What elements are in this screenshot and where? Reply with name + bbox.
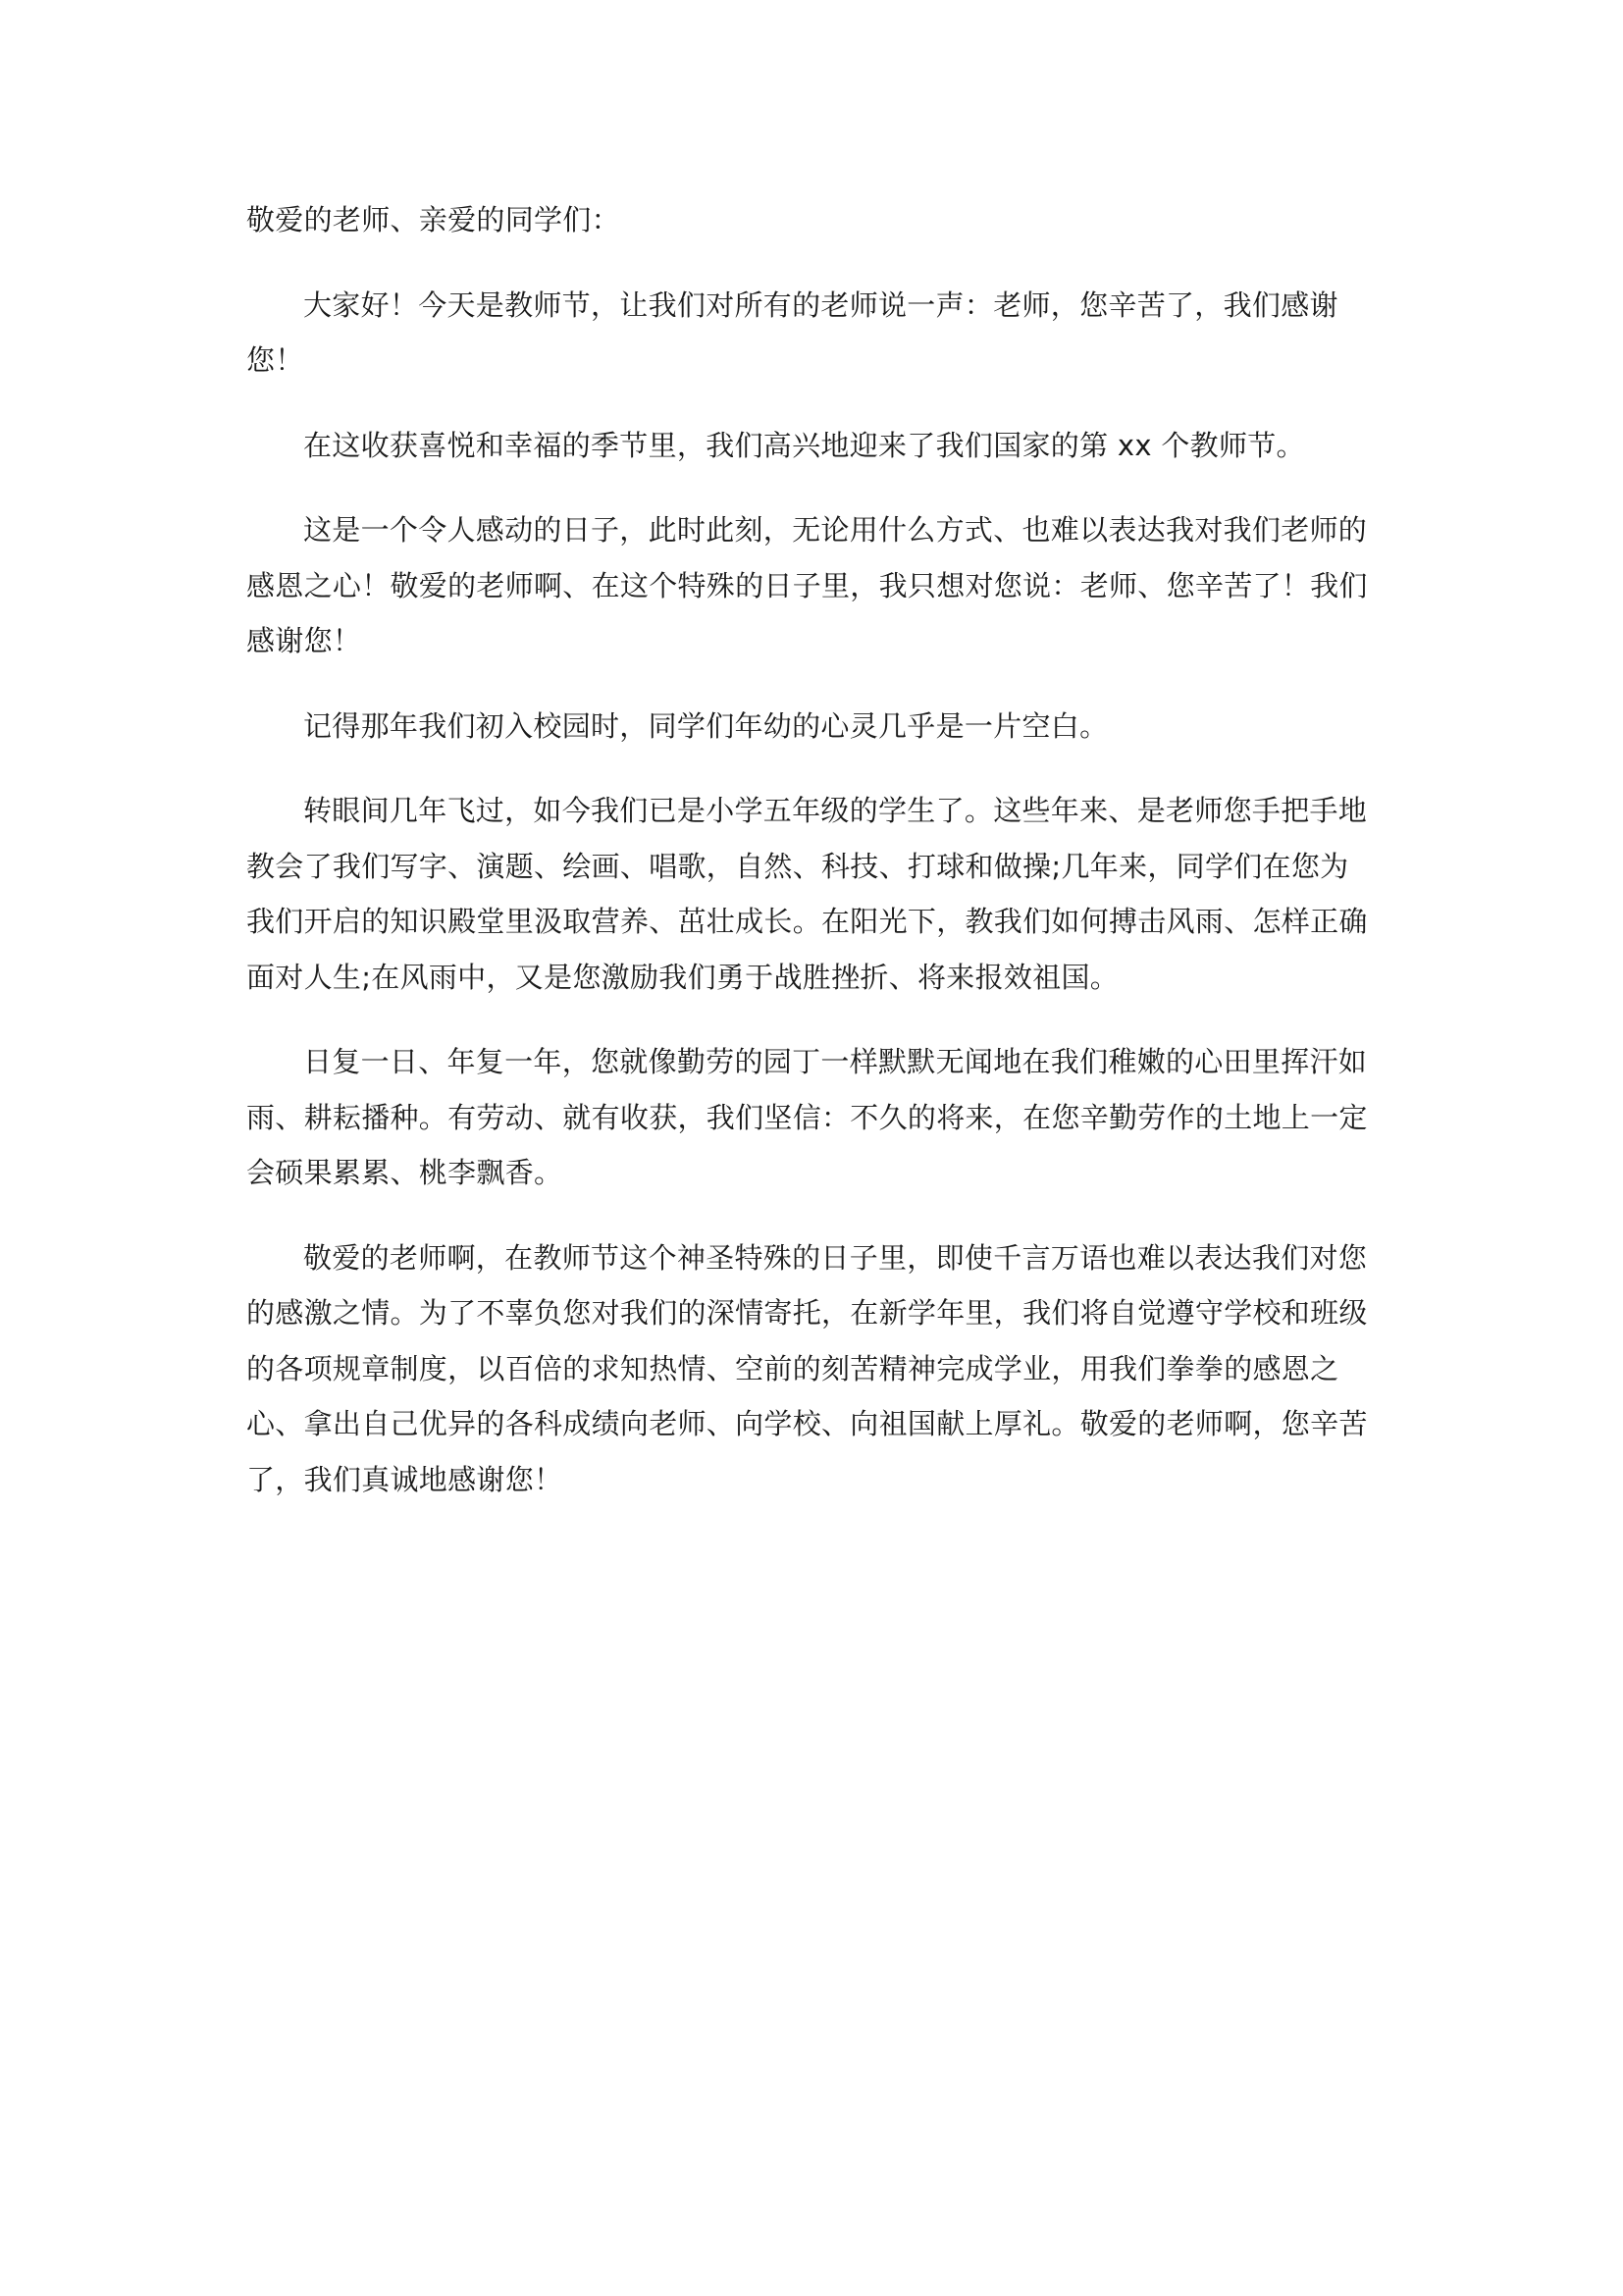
salutation: 敬爱的老师、亲爱的同学们： [246, 203, 620, 236]
speech-body [246, 192, 1375, 1537]
paragraph: 日复一日、年复一年，您就像勤劳的园丁一样默默无闻地在我们稚嫩的心田里挥汗如雨、耕耘播种。有劳动、就有收获，我们坚信：不久的将来，在您辛勤劳作的土地上一定会硕果累累、桃李飘香。 [246, 1045, 1368, 1189]
paragraph: 敬爱的老师啊，在教师节这个神圣特殊的日子里，即使千言万语也难以表达我们对您的感激之情。为了不辜负您对我们的深情寄托，在新学年里，我们将自觉遵守学校和班级的各项规章制度，以百倍的求知热情、空前的刻苦精神完成学业，用我们拳拳的感恩之心、拿出自己优异的各科成绩向老师、向学校、向祖国献上厚礼。敬爱的老师啊，您辛苦了，我们真诚地感谢您！ [246, 1240, 1368, 1496]
paragraph: 记得那年我们初入校园时，同学们年幼的心灵几乎是一片空白。 [303, 708, 1109, 743]
paragraph: 这是一个令人感动的日子，此时此刻，无论用什么方式、也难以表达我对我们老师的感恩之心！敬爱的老师啊、在这个特殊的日子里，我只想对您说：老师、您辛苦了！我们感谢您！ [246, 513, 1368, 657]
paragraph: 在这收获喜悦和幸福的季节里，我们高兴地迎来了我们国家的第 xx 个教师节。 [303, 428, 1305, 462]
paragraph: 转眼间几年飞过，如今我们已是小学五年级的学生了。这些年来、是老师您手把手地教会了我们写字、演题、绘画、唱歌，自然、科技、打球和做操;几年来，同学们在您为我们开启的知识殿堂里汲取营养、茁壮成长。在阳光下，教我们如何搏击风雨、怎样正确面对人生;在风雨中，又是您激励我们勇于战胜挫折、将来报效祖国。 [246, 794, 1368, 994]
paragraph: 大家好！今天是教师节，让我们对所有的老师说一声：老师，您辛苦了，我们感谢您！ [246, 287, 1338, 377]
